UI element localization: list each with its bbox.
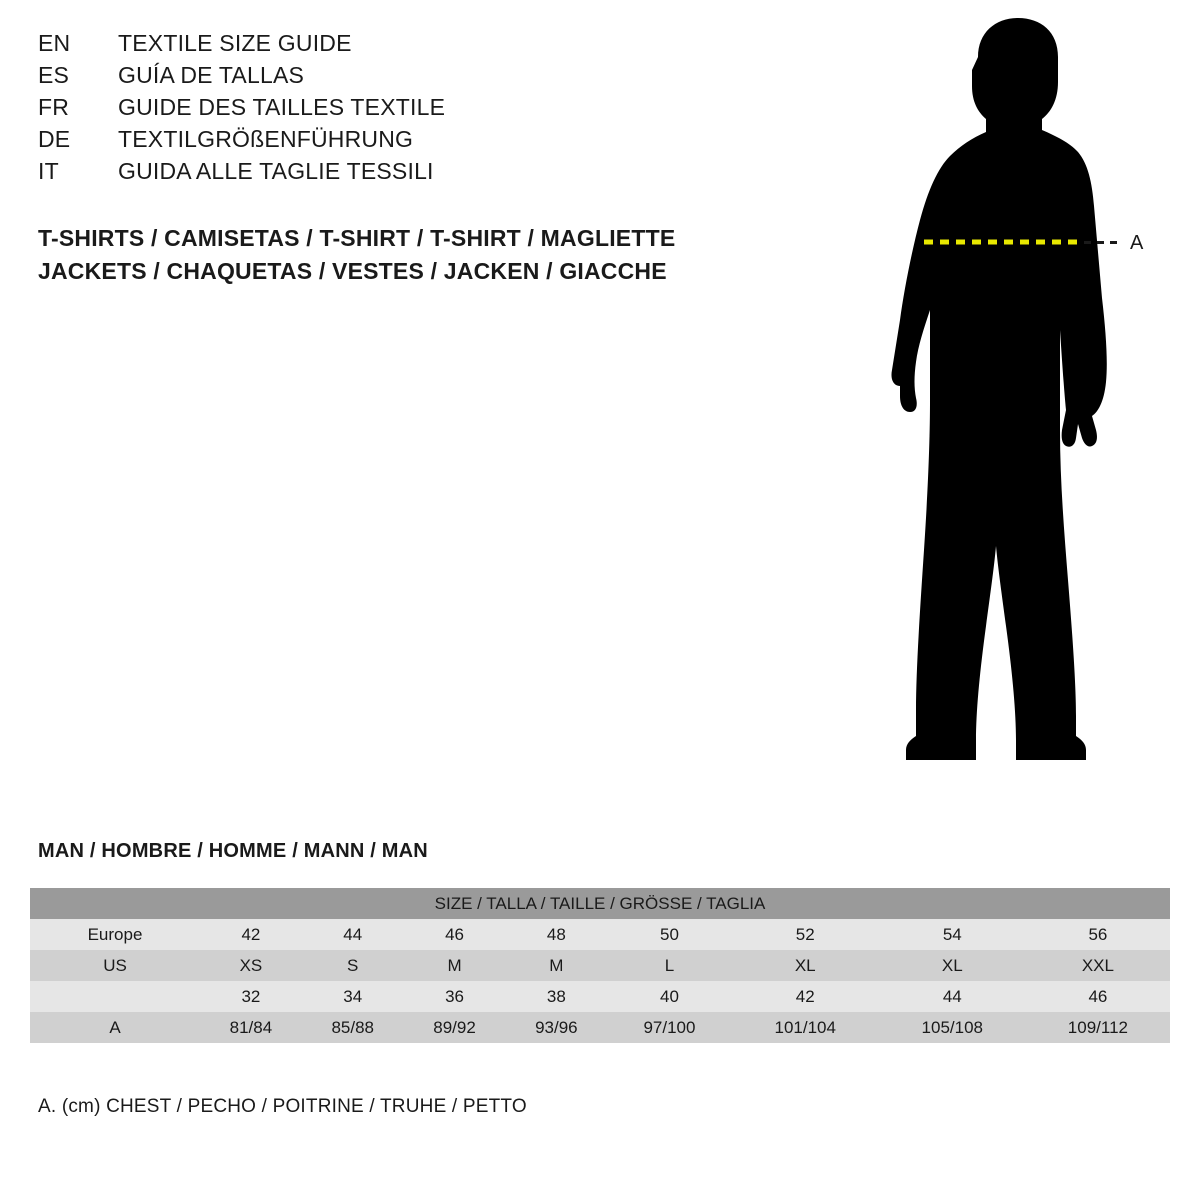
language-text: TEXTILE SIZE GUIDE [118,30,352,56]
cell-value: XL [732,950,879,981]
cell-value: 42 [732,981,879,1012]
cell-value: 97/100 [607,1012,731,1043]
cell-value: 109/112 [1026,1012,1170,1043]
body-silhouette-figure [820,10,1180,800]
silhouette-icon [820,10,1180,800]
cell-value: S [302,950,404,981]
cell-value: 34 [302,981,404,1012]
cell-value: 81/84 [200,1012,302,1043]
cell-value: 48 [505,919,607,950]
language-row [38,62,738,94]
measure-leader-line [1084,241,1120,244]
garment-type-block [38,222,798,288]
cell-value: 44 [302,919,404,950]
cell-value: 32 [200,981,302,1012]
table-header-label: SIZE / TALLA / TAILLE / GRÖSSE / TAGLIA [30,888,1170,919]
table-header-row [30,888,1170,919]
language-header-block [38,30,738,190]
cell-value: M [505,950,607,981]
cell-value: 44 [879,981,1026,1012]
cell-value: 54 [879,919,1026,950]
cell-value: 46 [404,919,506,950]
language-row [38,126,738,158]
row-label-a: A [30,1012,200,1043]
cell-value: XS [200,950,302,981]
language-row [38,94,738,126]
language-code: DE [38,126,71,152]
cell-value: L [607,950,731,981]
cell-value: 46 [1026,981,1170,1012]
cell-value: 36 [404,981,506,1012]
row-label-us: US [30,950,200,981]
language-code: IT [38,158,59,184]
cell-value: 40 [607,981,731,1012]
cell-value: 85/88 [302,1012,404,1043]
measure-label-a: A [1130,232,1144,254]
table-row [30,1012,1170,1043]
row-label-europe: Europe [30,919,200,950]
table-row [30,919,1170,950]
cell-value: XL [879,950,1026,981]
size-table [30,888,1170,1043]
table-row [30,981,1170,1012]
section-title-man: MAN / HOMBRE / HOMME / MANN / MAN [38,840,428,862]
language-code: ES [38,62,70,88]
cell-value: 89/92 [404,1012,506,1043]
cell-value: 56 [1026,919,1170,950]
language-row [38,158,738,190]
cell-value: 38 [505,981,607,1012]
cell-value: 101/104 [732,1012,879,1043]
language-text: GUÍA DE TALLAS [118,62,305,88]
cell-value: 93/96 [505,1012,607,1043]
cell-value: XXL [1026,950,1170,981]
garment-line-jackets: JACKETS / CHAQUETAS / VESTES / JACKEN / GIACCHE [38,258,667,284]
footnote-chest-measurement: A. (cm) CHEST / PECHO / POITRINE / TRUHE / PETTO [38,1096,527,1117]
cell-value: M [404,950,506,981]
row-label-blank [30,981,200,1012]
cell-value: 42 [200,919,302,950]
cell-value: 52 [732,919,879,950]
language-text: GUIDA ALLE TAGLIE TESSILI [118,158,434,184]
language-code: FR [38,94,70,120]
language-code: EN [38,30,71,56]
garment-line-tshirts: T-SHIRTS / CAMISETAS / T-SHIRT / T-SHIRT / MAGLIETTE [38,225,676,251]
language-row [38,30,738,62]
cell-value: 105/108 [879,1012,1026,1043]
language-text: GUIDE DES TAILLES TEXTILE [118,94,446,120]
language-text: TEXTILGRÖßENFÜHRUNG [118,126,414,152]
cell-value: 50 [607,919,731,950]
table-row [30,950,1170,981]
